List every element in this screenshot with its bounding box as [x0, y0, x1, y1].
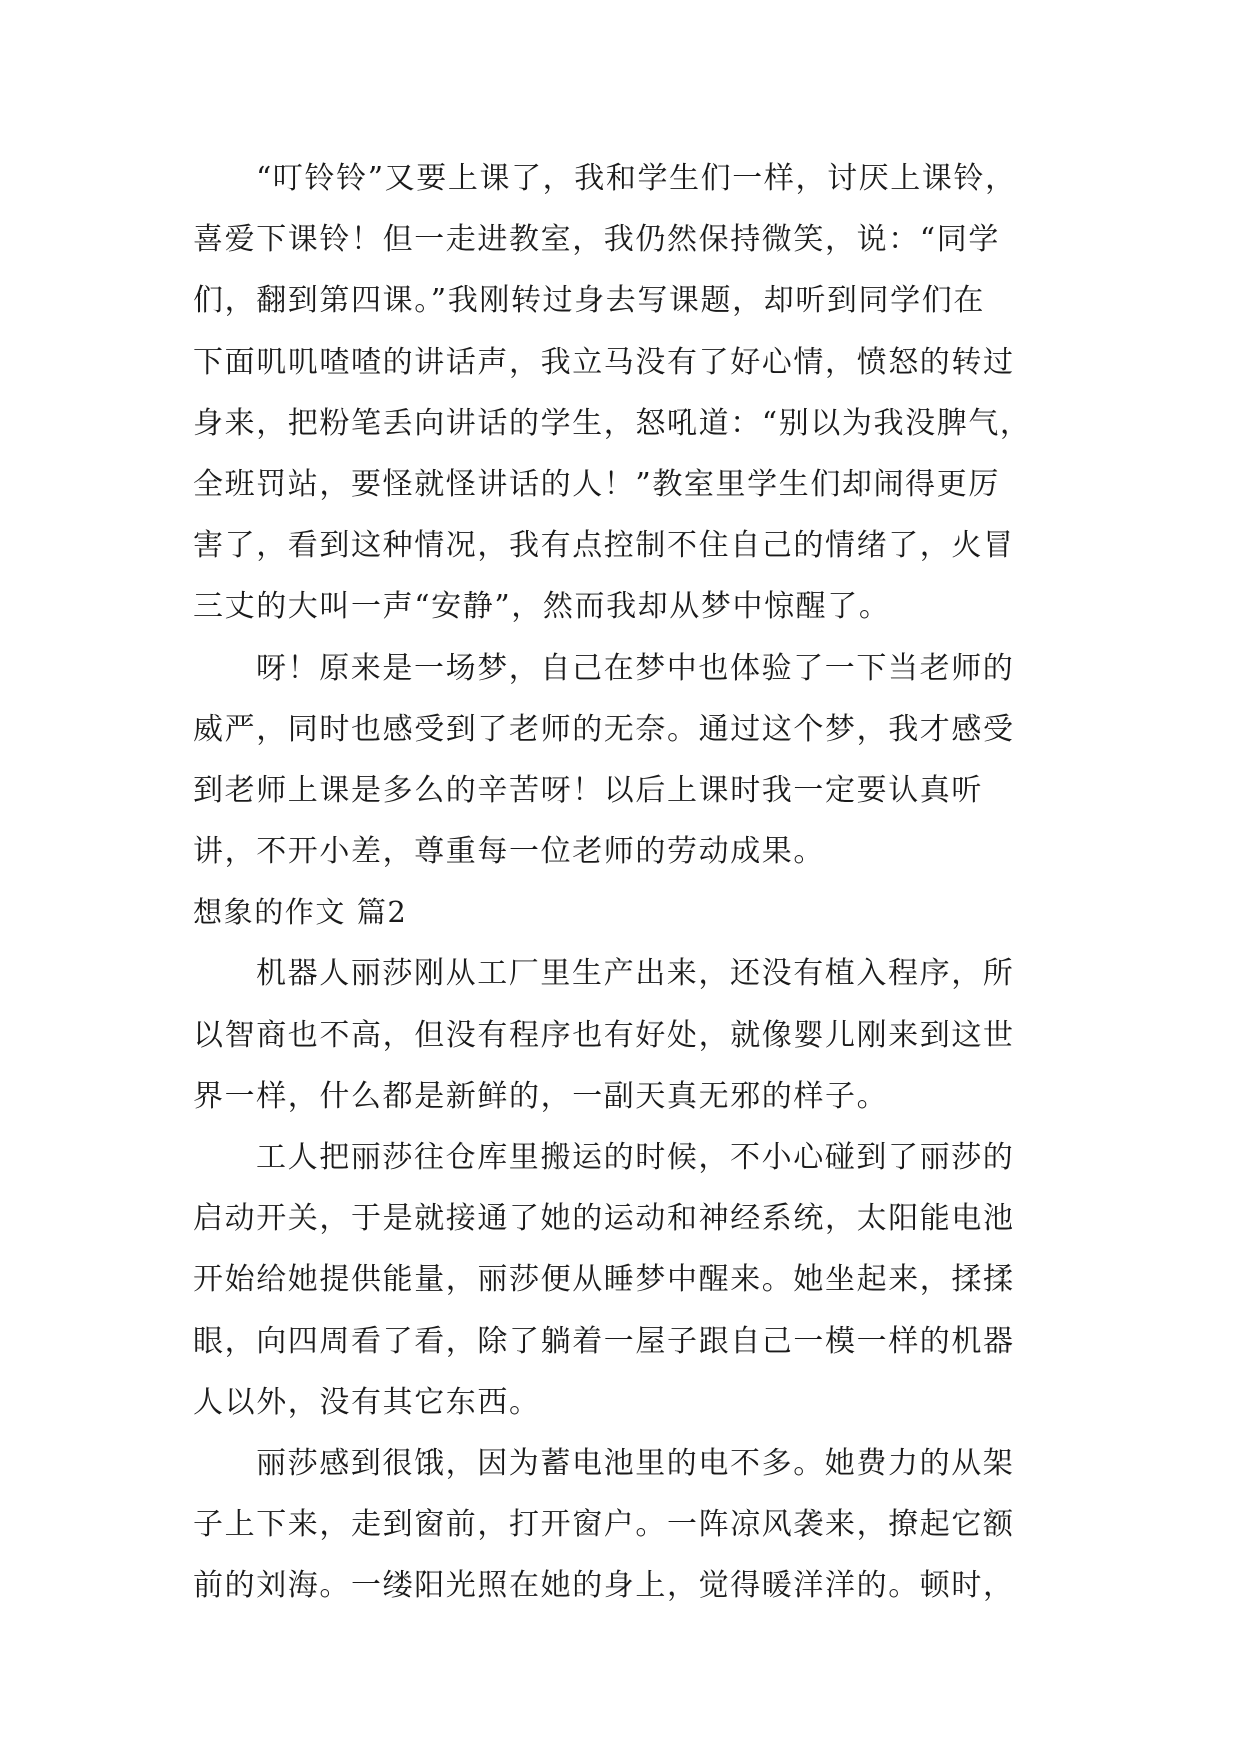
text-line: 下面叽叽喳喳的讲话声，我立马没有了好心情，愤怒的转过	[193, 344, 1015, 380]
text-line: 害了，看到这种情况，我有点控制不住自己的情绪了，火冒	[193, 528, 1015, 564]
text-line: 三丈的大叫一声“安静”，然而我却从梦中惊醒了。	[193, 589, 891, 625]
text-line: 到老师上课是多么的辛苦呀！以后上课时我一定要认真听	[193, 772, 983, 808]
text-line: 威严，同时也感受到了老师的无奈。通过这个梦，我才感受	[193, 711, 1015, 747]
text-line: 呀！原来是一场梦，自己在梦中也体验了一下当老师的	[256, 650, 1015, 686]
text-line: 以智商也不高，但没有程序也有好处，就像婴儿刚来到这世	[193, 1017, 1015, 1053]
text-line: 眼，向四周看了看，除了躺着一屋子跟自己一模一样的机器	[193, 1323, 1015, 1359]
text-line: 启动开关，于是就接通了她的运动和神经系统，太阳能电池	[193, 1201, 1015, 1237]
text-line: 界一样，什么都是新鲜的，一副天真无邪的样子。	[193, 1078, 889, 1114]
text-line: 丽莎感到很饿，因为蓄电池里的电不多。她费力的从架	[256, 1445, 1015, 1481]
text-line: 全班罚站，要怪就怪讲话的人！”教室里学生们却闹得更厉	[193, 466, 1000, 502]
text-line: 人以外，没有其它东西。	[193, 1384, 541, 1420]
text-line: 们，翻到第四课。”我刚转过身去写课题，却听到同学们在	[193, 283, 985, 319]
text-line: 机器人丽莎刚从工厂里生产出来，还没有植入程序，所	[256, 956, 1015, 992]
text-line: 讲，不开小差，尊重每一位老师的劳动成果。	[193, 834, 825, 870]
text-line: 前的刘海。一缕阳光照在她的身上，觉得暖洋洋的。顿时，	[193, 1568, 1015, 1604]
text-line: “叮铃铃”又要上课了，我和学生们一样，讨厌上课铃，	[256, 161, 1017, 196]
text-line: 身来，把粉笔丢向讲话的学生，怒吼道：“别以为我没脾气，	[193, 405, 1032, 441]
text-line: 子上下来，走到窗前，打开窗户。一阵凉风袭来，撩起它额	[193, 1507, 1015, 1543]
document-body	[193, 148, 1063, 1617]
section-heading: 想象的作文 篇2	[193, 895, 408, 930]
text-line: 喜爱下课铃！但一走进教室，我仍然保持微笑，说：“同学	[193, 222, 1000, 258]
text-line: 工人把丽莎往仓库里搬运的时候，不小心碰到了丽莎的	[256, 1140, 1015, 1175]
text-line: 开始给她提供能量，丽莎便从睡梦中醒来。她坐起来，揉揉	[193, 1262, 1015, 1298]
